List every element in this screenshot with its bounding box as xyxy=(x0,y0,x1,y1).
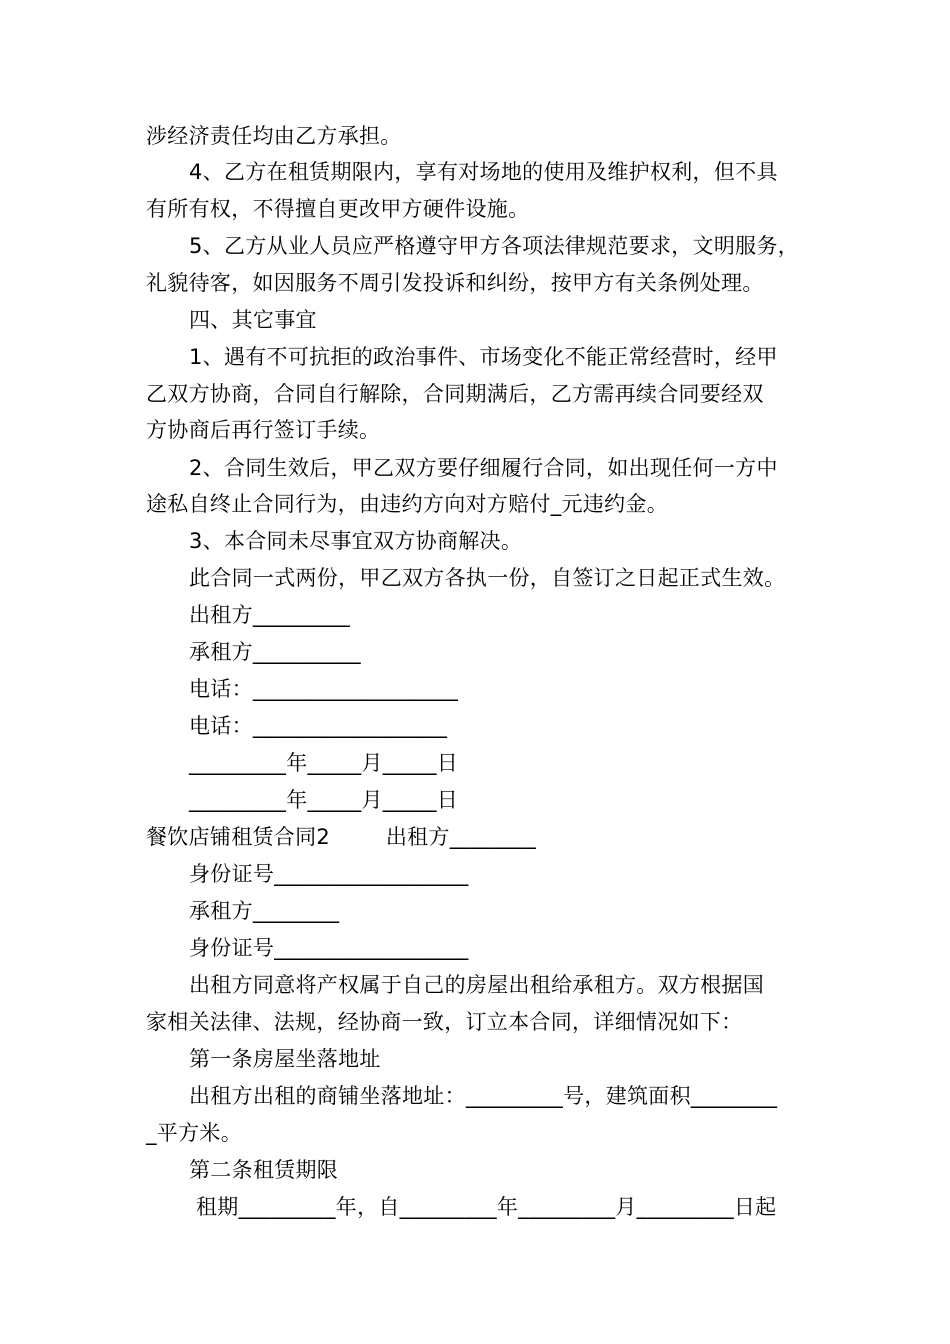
text-line: 租期_________年，自_________年_________月_________日起 xyxy=(189,1195,777,1219)
text-line: 有所有权，不得擅自更改甲方硬件设施。 xyxy=(146,197,530,221)
section-heading: 第一条房屋坐落地址 xyxy=(189,1047,381,1071)
text-line: 5、乙方从业人员应严格遵守甲方各项法律规范要求，文明服务， xyxy=(189,234,800,258)
signature-line: 承租方________ xyxy=(189,899,340,923)
text-line: 4、乙方在租赁期限内，享有对场地的使用及维护权利，但不具 xyxy=(189,160,778,184)
signature-line: 出租方_________ xyxy=(189,603,351,627)
phone-line: 电话：___________________ xyxy=(189,677,459,701)
text-line: 2、合同生效后，甲乙双方要仔细履行合同，如出现任何一方中 xyxy=(189,456,778,480)
text-line: 1、遇有不可抗拒的政治事件、市场变化不能正常经营时，经甲 xyxy=(189,345,778,369)
id-number-line: 身份证号__________________ xyxy=(189,862,469,886)
phone-line: 电话：__________________ xyxy=(189,714,448,738)
signature-line: 承租方__________ xyxy=(189,640,361,664)
section-heading: 四、其它事宜 xyxy=(189,308,317,332)
text-line: 家相关法律、法规，经协商一致，订立本合同，详细情况如下： xyxy=(146,1010,743,1034)
text-line: 出租方同意将产权属于自己的房屋出租给承租方。双方根据国 xyxy=(189,973,765,997)
id-number-line: 身份证号__________________ xyxy=(189,936,469,960)
section-heading: 第二条租赁期限 xyxy=(189,1158,339,1182)
text-line: 礼貌待客，如因服务不周引发投诉和纠纷，按甲方有关条例处理。 xyxy=(146,271,764,295)
text-line: 方协商后再行签订手续。 xyxy=(146,418,381,442)
contract-title-line: 餐饮店铺租赁合同2 出租方________ xyxy=(146,825,537,849)
date-line: _________年_____月_____日 xyxy=(189,751,459,775)
text-line: 出租方出租的商铺坐落地址：_________号，建筑面积________ xyxy=(189,1084,778,1108)
date-line: _________年_____月_____日 xyxy=(189,788,459,812)
text-line: 涉经济责任均由乙方承担。 xyxy=(146,124,402,148)
text-line: _平方米。 xyxy=(146,1121,242,1145)
text-line: 乙双方协商，合同自行解除，合同期满后，乙方需再续合同要经双 xyxy=(146,382,764,406)
text-line: 3、本合同未尽事宜双方协商解决。 xyxy=(189,529,523,553)
text-line: 途私自终止合同行为，由违约方向对方赔付_元违约金。 xyxy=(146,492,668,516)
text-line: 此合同一式两份，甲乙双方各执一份，自签订之日起正式生效。 xyxy=(189,566,786,590)
